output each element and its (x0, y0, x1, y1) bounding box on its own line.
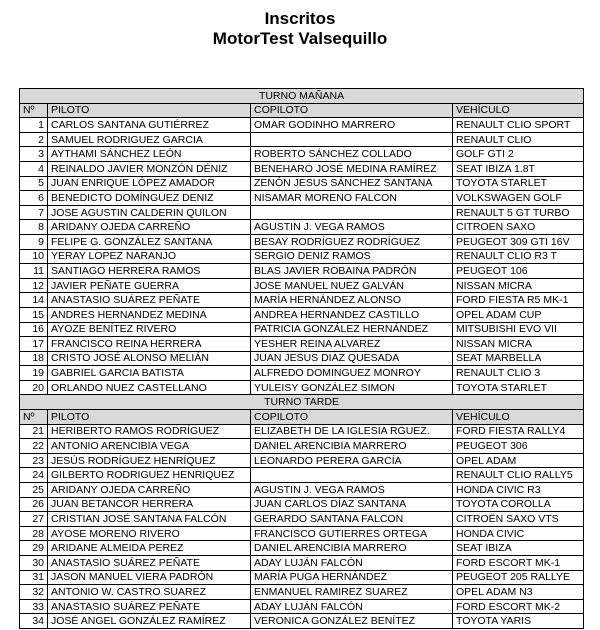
cell-num: 11 (20, 264, 48, 279)
cell-vehiculo: PEUGEOT 306 (453, 439, 584, 454)
cell-piloto: FELIPE G. GONZÁLEZ SANTANA (48, 234, 251, 249)
cell-piloto: FRANCISCO REINA HERRERA (48, 337, 251, 352)
cell-piloto: GILBERTO RODRIGUEZ HENRIQUEZ (48, 468, 251, 483)
cell-copiloto: YESHER REINA ALVAREZ (251, 337, 453, 352)
cell-piloto: CARLOS SANTANA GUTIÉRREZ (48, 118, 251, 133)
cell-copiloto: ADAY LUJÁN FALCÓN (251, 599, 453, 614)
cell-num: 1 (20, 118, 48, 133)
cell-vehiculo: RENAULT CLIO (453, 132, 584, 147)
cell-copiloto: ADAY LUJÁN FALCÓN (251, 556, 453, 571)
cell-piloto: ARIDANY OJEDA CARREÑO (48, 483, 251, 498)
cell-num: 22 (20, 439, 48, 454)
cell-piloto: GABRIEL GARCIA BATISTA (48, 366, 251, 381)
cell-num: 30 (20, 556, 48, 571)
cell-copiloto (251, 468, 453, 483)
title-line-2: MotorTest Valsequillo (212, 29, 388, 48)
table-row (20, 118, 584, 133)
table-row (20, 614, 584, 629)
cell-piloto: AYOSE MORENO RIVERO (48, 526, 251, 541)
cell-vehiculo: VOLKSWAGEN GOLF (453, 191, 584, 206)
cell-copiloto: JUAN CARLOS DÍAZ SANTANA (251, 497, 453, 512)
table-row (20, 512, 584, 527)
cell-copiloto: NISAMAR MORENO FALCON (251, 191, 453, 206)
cell-piloto: BENEDICTO DOMÍNGUEZ DENIZ (48, 191, 251, 206)
cell-vehiculo: FORD FIESTA RALLY4 (453, 424, 584, 439)
cell-piloto: ARIDANE ALMEIDA PEREZ (48, 541, 251, 556)
cell-piloto: JOSÉ ANGEL GONZÁLEZ RAMÍREZ (48, 614, 251, 629)
cell-vehiculo: CITROËN SAXO VTS (453, 512, 584, 527)
section-header-row (20, 395, 584, 410)
cell-num: 26 (20, 497, 48, 512)
cell-num: 16 (20, 322, 48, 337)
cell-vehiculo: FORD ESCORT MK-2 (453, 599, 584, 614)
cell-copiloto (251, 132, 453, 147)
cell-piloto: ANASTASIO SUÁREZ PEÑATE (48, 293, 251, 308)
cell-piloto: YERAY LOPEZ NARANJO (48, 249, 251, 264)
cell-vehiculo: RENAULT CLIO SPORT (453, 118, 584, 133)
table-row (20, 453, 584, 468)
table-row (20, 599, 584, 614)
cell-copiloto: ZENÓN JESUS SÁNCHEZ SANTANA (251, 176, 453, 191)
table-row (20, 497, 584, 512)
table-row (20, 424, 584, 439)
cell-copiloto: MARÍA HERNÁNDEZ ALONSO (251, 293, 453, 308)
header-vehiculo: VEHÍCULO (453, 103, 584, 118)
cell-num: 7 (20, 205, 48, 220)
section-title: TURNO TARDE (20, 395, 584, 410)
cell-vehiculo: RENAULT 5 GT TURBO (453, 205, 584, 220)
cell-vehiculo: HONDA CIVIC (453, 526, 584, 541)
cell-vehiculo: RENAULT CLIO RALLY5 (453, 468, 584, 483)
cell-copiloto: ELIZABETH DE LA IGLESIA RGUEZ. (251, 424, 453, 439)
table-row (20, 264, 584, 279)
cell-num: 19 (20, 366, 48, 381)
cell-copiloto: ROBERTO SÁNCHEZ COLLADO (251, 147, 453, 162)
cell-num: 31 (20, 570, 48, 585)
cell-copiloto: GERARDO SANTANA FALCON (251, 512, 453, 527)
cell-piloto: ORLANDO NUEZ CASTELLANO (48, 380, 251, 395)
cell-piloto: SAMUEL RODRIGUEZ GARCIA (48, 132, 251, 147)
cell-vehiculo: PEUGEOT 205 RALLYE (453, 570, 584, 585)
cell-num: 2 (20, 132, 48, 147)
cell-vehiculo: RENAULT CLIO R3 T (453, 249, 584, 264)
cell-vehiculo: PEUGEOT 309 GTI 16V (453, 234, 584, 249)
table-row (20, 468, 584, 483)
table-row (20, 249, 584, 264)
header-piloto: PILOTO (48, 410, 251, 425)
cell-num: 27 (20, 512, 48, 527)
cell-num: 14 (20, 293, 48, 308)
cell-num: 24 (20, 468, 48, 483)
cell-num: 23 (20, 453, 48, 468)
table-row (20, 439, 584, 454)
header-num: Nº (20, 103, 48, 118)
cell-vehiculo: SEAT IBIZA (453, 541, 584, 556)
cell-vehiculo: NISSAN MICRA (453, 278, 584, 293)
table-row (20, 278, 584, 293)
cell-piloto: AYTHAMI SÁNCHEZ LEÓN (48, 147, 251, 162)
cell-vehiculo: RENAULT CLIO 3 (453, 366, 584, 381)
cell-copiloto: ALFREDO DOMINGUEZ MONROY (251, 366, 453, 381)
cell-piloto: SANTIAGO HERRERA RAMOS (48, 264, 251, 279)
cell-copiloto: VERONICA GONZÁLEZ BENÍTEZ (251, 614, 453, 629)
cell-vehiculo: TOYOTA YARIS (453, 614, 584, 629)
cell-num: 29 (20, 541, 48, 556)
cell-vehiculo: HONDA CIVIC R3 (453, 483, 584, 498)
cell-num: 17 (20, 337, 48, 352)
table-row (20, 205, 584, 220)
cell-vehiculo: TOYOTA COROLLA (453, 497, 584, 512)
cell-piloto: ARIDANY OJEDA CARREÑO (48, 220, 251, 235)
cell-piloto: ANDRES HERNANDEZ MEDINA (48, 307, 251, 322)
cell-copiloto (251, 205, 453, 220)
cell-copiloto: AGUSTIN J. VEGA RAMOS (251, 220, 453, 235)
column-header-row (20, 103, 584, 118)
cell-piloto: CRISTO JOSÉ ALONSO MELIÁN (48, 351, 251, 366)
cell-vehiculo: MITSUBISHI EVO VII (453, 322, 584, 337)
cell-copiloto: BENEHARO JOSÉ MEDINA RAMÍREZ (251, 161, 453, 176)
table-row (20, 380, 584, 395)
title-line-1: Inscritos (264, 9, 336, 28)
cell-vehiculo: OPEL ADAM N3 (453, 585, 584, 600)
cell-vehiculo: CITROEN SAXO (453, 220, 584, 235)
cell-num: 25 (20, 483, 48, 498)
table-row (20, 132, 584, 147)
cell-copiloto: OMAR GODINHO MARRERO (251, 118, 453, 133)
table-row (20, 351, 584, 366)
cell-vehiculo: OPEL ADAM CUP (453, 307, 584, 322)
cell-num: 8 (20, 220, 48, 235)
cell-copiloto: LEONARDO PERERA GARCÍA (251, 453, 453, 468)
cell-piloto: REINALDO JAVIER MONZÓN DÉNIZ (48, 161, 251, 176)
cell-copiloto: BLAS JAVIER ROBAINA PADRÓN (251, 264, 453, 279)
cell-copiloto: BESAY RODRÍGUEZ RODRÍGUEZ (251, 234, 453, 249)
cell-piloto: ANTONIO W. CASTRO SUAREZ (48, 585, 251, 600)
table-row (20, 570, 584, 585)
cell-vehiculo: FORD FIESTA R5 MK-1 (453, 293, 584, 308)
cell-num: 20 (20, 380, 48, 395)
cell-num: 5 (20, 176, 48, 191)
table-row (20, 556, 584, 571)
cell-piloto: HERIBERTO RAMOS RODRÍGUEZ (48, 424, 251, 439)
table-row (20, 293, 584, 308)
cell-num: 9 (20, 234, 48, 249)
cell-copiloto: FRANCISCO GUTIERRES ORTEGA (251, 526, 453, 541)
header-piloto: PILOTO (48, 103, 251, 118)
cell-vehiculo: OPEL ADAM (453, 453, 584, 468)
cell-piloto: ANASTASIO SUÁREZ PEÑATE (48, 599, 251, 614)
cell-copiloto: DANIEL ARENCIBIA MARRERO (251, 439, 453, 454)
document-title (0, 0, 600, 55)
cell-piloto: JOSE AGUSTIN CALDERIN QUILON (48, 205, 251, 220)
cell-vehiculo: PEUGEOT 106 (453, 264, 584, 279)
cell-num: 10 (20, 249, 48, 264)
cell-num: 12 (20, 278, 48, 293)
header-num: Nº (20, 410, 48, 425)
table-row (20, 176, 584, 191)
cell-vehiculo: FORD ESCORT MK-1 (453, 556, 584, 571)
cell-copiloto: JOSE MANUEL NUEZ GALVÁN (251, 278, 453, 293)
cell-piloto: AYOZE BENÍTEZ RIVERO (48, 322, 251, 337)
header-copiloto: COPILOTO (251, 103, 453, 118)
table-row (20, 585, 584, 600)
cell-copiloto: ANDREA HERNANDEZ CASTILLO (251, 307, 453, 322)
table-row (20, 234, 584, 249)
section-title: TURNO MAÑANA (20, 89, 584, 104)
table-row (20, 366, 584, 381)
cell-copiloto: AGUSTIN J. VEGA RAMOS (251, 483, 453, 498)
table-row (20, 526, 584, 541)
cell-piloto: ANTONIO ARENCIBIA VEGA (48, 439, 251, 454)
header-vehiculo: VEHÍCULO (453, 410, 584, 425)
cell-vehiculo: SEAT MARBELLA (453, 351, 584, 366)
table-row (20, 307, 584, 322)
cell-num: 6 (20, 191, 48, 206)
cell-num: 21 (20, 424, 48, 439)
table-row (20, 337, 584, 352)
table-row (20, 161, 584, 176)
entries-table (19, 88, 584, 629)
table-row (20, 322, 584, 337)
cell-num: 3 (20, 147, 48, 162)
cell-copiloto: YULEISY GONZÁLEZ SIMON (251, 380, 453, 395)
cell-num: 32 (20, 585, 48, 600)
cell-vehiculo: GOLF GTI 2 (453, 147, 584, 162)
table-row (20, 220, 584, 235)
cell-copiloto: PATRICIA GONZÁLEZ HERNÁNDEZ (251, 322, 453, 337)
section-header-row (20, 89, 584, 104)
cell-vehiculo: NISSAN MICRA (453, 337, 584, 352)
cell-num: 15 (20, 307, 48, 322)
cell-piloto: JESÚS RODRÍGUEZ HENRÍQUEZ (48, 453, 251, 468)
cell-piloto: JUAN ENRIQUE LÓPEZ AMADOR (48, 176, 251, 191)
cell-piloto: JUAN BETANCOR HERRERA (48, 497, 251, 512)
table-row (20, 191, 584, 206)
column-header-row (20, 410, 584, 425)
table-row (20, 147, 584, 162)
cell-piloto: JAVIER PEÑATE GUERRA (48, 278, 251, 293)
cell-piloto: ANASTASIO SUÁREZ PEÑATE (48, 556, 251, 571)
cell-num: 34 (20, 614, 48, 629)
table-row (20, 483, 584, 498)
cell-piloto: CRISTIAN JOSÉ SANTANA FALCÓN (48, 512, 251, 527)
header-copiloto: COPILOTO (251, 410, 453, 425)
cell-vehiculo: SEAT IBIZA 1.8T (453, 161, 584, 176)
cell-copiloto: JUAN JESUS DIAZ QUESADA (251, 351, 453, 366)
cell-num: 18 (20, 351, 48, 366)
cell-piloto: JASON MANUEL VIERA PADRÓN (48, 570, 251, 585)
cell-num: 4 (20, 161, 48, 176)
cell-copiloto: DANIEL ARENCIBIA MARRERO (251, 541, 453, 556)
cell-vehiculo: TOYOTA STARLET (453, 176, 584, 191)
cell-copiloto: SERGIO DENIZ RAMOS (251, 249, 453, 264)
cell-copiloto: ENMANUEL RAMIREZ SUAREZ (251, 585, 453, 600)
cell-vehiculo: TOYOTA STARLET (453, 380, 584, 395)
table-row (20, 541, 584, 556)
cell-num: 28 (20, 526, 48, 541)
cell-num: 33 (20, 599, 48, 614)
cell-copiloto: MARÍA PUGA HERNÁNDEZ (251, 570, 453, 585)
